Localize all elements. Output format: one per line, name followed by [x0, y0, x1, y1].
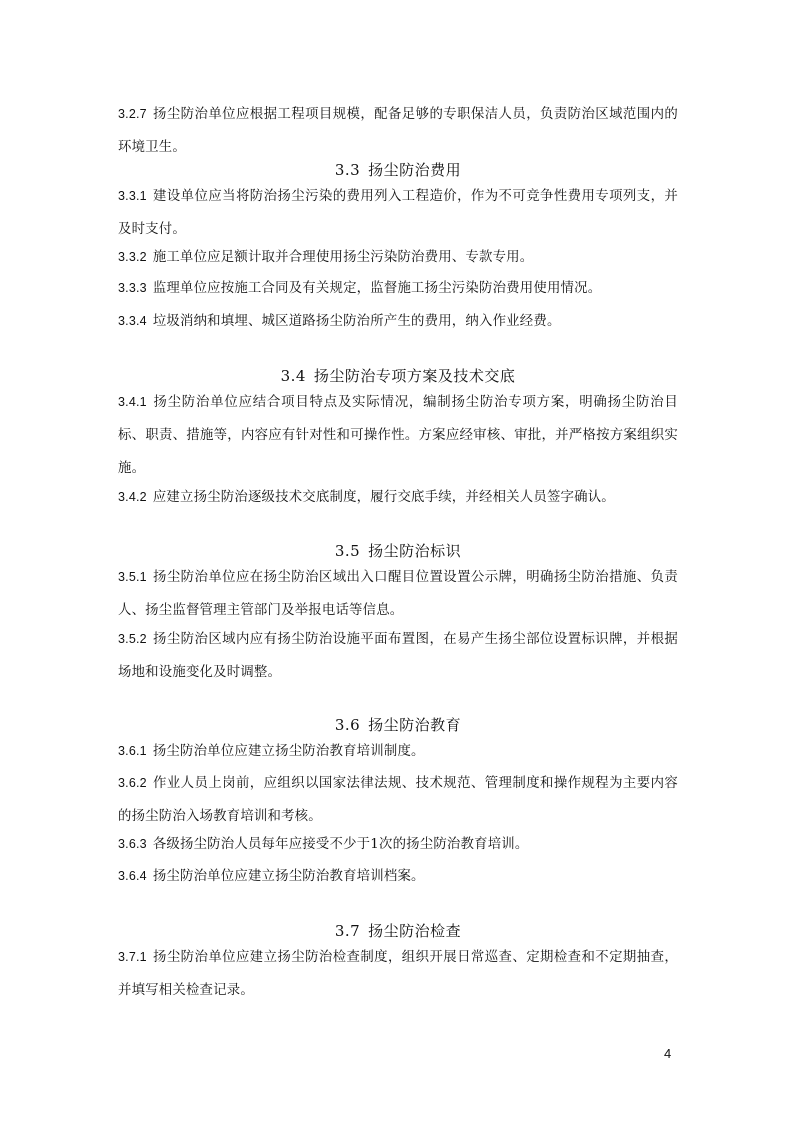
- section-number: 3.3: [334, 161, 361, 179]
- clause-number: 3.2.7: [118, 107, 147, 121]
- clause-text: 各级扬尘防治人员每年应接受不少于1次的扬尘防治教育培训。: [152, 837, 529, 852]
- section-title: 扬尘防治专项方案及技术交底: [313, 367, 516, 385]
- clause-3-5-1: [118, 561, 678, 627]
- section-title: 扬尘防治标识: [368, 542, 462, 560]
- clause-number: 3.3.4: [118, 314, 147, 328]
- clause-3-6-3: [118, 828, 678, 861]
- clause-number: 3.6.1: [118, 744, 147, 758]
- section-number: 3.7: [334, 922, 361, 940]
- clause-text: 作业人员上岗前，应组织以国家法律法规、技术规范、管理制度和操作规程为主要内容的扬尘防治入场教育培训和考核。: [118, 776, 678, 824]
- clause-3-7-1: [118, 941, 678, 1007]
- clause-text: 应建立扬尘防治逐级技术交底制度，履行交底手续，并经相关人员签字确认。: [152, 490, 615, 505]
- clause-number: 3.6.2: [118, 776, 147, 790]
- clause-number: 3.6.3: [118, 837, 147, 851]
- clause-3-6-2: [118, 767, 678, 833]
- clause-3-4-1: [118, 386, 678, 485]
- section-title: 扬尘防治费用: [368, 161, 462, 179]
- clause-text: 扬尘防治单位应根据工程项目规模，配备足够的专职保洁人员，负责防治区域范围内的环境卫生。: [118, 107, 678, 155]
- section-title: 扬尘防治教育: [368, 716, 462, 734]
- clause-number: 3.3.2: [118, 250, 147, 264]
- clause-3-3-4: [118, 305, 678, 338]
- clause-number: 3.7.1: [118, 950, 147, 964]
- clause-text: 扬尘防治区域内应有扬尘防治设施平面布置图，在易产生扬尘部位设置标识牌，并根据场地和设施变化及时调整。: [118, 632, 678, 680]
- clause-text: 扬尘防治单位应建立扬尘防治教育培训制度。: [152, 744, 425, 759]
- clause-3-4-2: [118, 481, 678, 514]
- section-number: 3.6: [334, 716, 361, 734]
- clause-number: 3.3.1: [118, 189, 147, 203]
- section-heading-3-4: [118, 366, 678, 386]
- clause-text: 扬尘防治单位应结合项目特点及实际情况，编制扬尘防治专项方案，明确扬尘防治目标、职责、措施等，内容应有针对性和可操作性。方案应经审核、审批，并严格按方案组织实施。: [118, 395, 678, 476]
- section-title: 扬尘防治检查: [368, 922, 462, 940]
- clause-text: 扬尘防治单位应建立扬尘防治教育培训档案。: [152, 869, 425, 884]
- clause-text: 扬尘防治单位应在扬尘防治区域出入口醒目位置设置公示牌，明确扬尘防治措施、负责人、扬尘监督管理主管部门及举报电话等信息。: [118, 570, 678, 618]
- clause-text: 垃圾消纳和填埋、城区道路扬尘防治所产生的费用，纳入作业经费。: [152, 314, 561, 329]
- clause-3-6-4: [118, 860, 678, 893]
- section-number: 3.4: [280, 367, 306, 385]
- clause-number: 3.3.3: [118, 281, 147, 295]
- clause-3-5-2: [118, 623, 678, 689]
- clause-text: 扬尘防治单位应建立扬尘防治检查制度，组织开展日常巡查、定期检查和不定期抽查，并填写相关检查记录。: [118, 950, 678, 998]
- page-number: 4: [664, 1046, 672, 1061]
- section-heading-3-5: [118, 541, 678, 561]
- clause-3-2-7: [118, 98, 678, 164]
- section-heading-3-6: [118, 715, 678, 735]
- clause-3-6-1: [118, 735, 678, 768]
- clause-number: 3.4.2: [118, 490, 147, 504]
- section-heading-3-3: [118, 160, 678, 180]
- clause-number: 3.4.1: [118, 395, 147, 409]
- clause-number: 3.6.4: [118, 869, 147, 883]
- clause-3-3-1: [118, 180, 678, 246]
- section-number: 3.5: [334, 542, 361, 560]
- clause-number: 3.5.2: [118, 632, 147, 646]
- clause-3-3-2: [118, 241, 678, 274]
- clause-text: 监理单位应按施工合同及有关规定，监督施工扬尘污染防治费用使用情况。: [152, 281, 602, 296]
- clause-text: 施工单位应足额计取并合理使用扬尘污染防治费用、专款专用。: [152, 250, 534, 265]
- clause-text: 建设单位应当将防治扬尘污染的费用列入工程造价，作为不可竞争性费用专项列支，并及时支付。: [118, 189, 678, 237]
- clause-3-3-3: [118, 272, 678, 305]
- clause-number: 3.5.1: [118, 570, 147, 584]
- section-heading-3-7: [118, 921, 678, 941]
